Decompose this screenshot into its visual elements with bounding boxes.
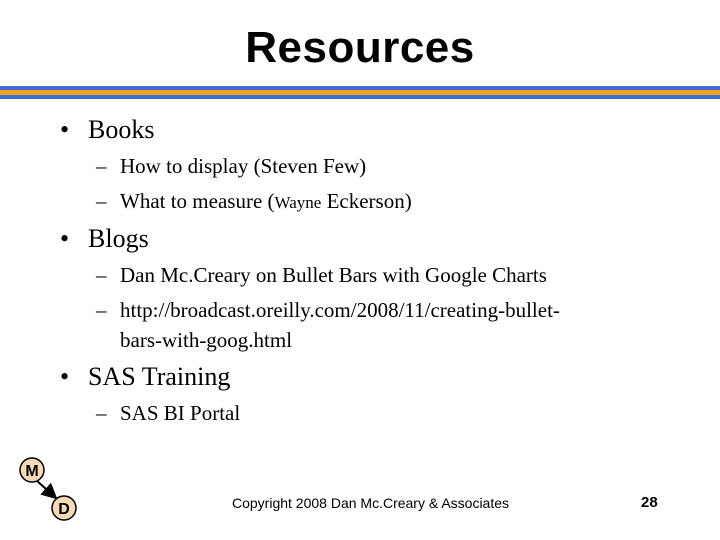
bullet-label: SAS Training	[88, 362, 231, 391]
logo-top-letter: M	[25, 463, 39, 480]
title-rule-blue-bottom	[0, 95, 720, 99]
slide-title: Resources	[245, 23, 475, 72]
bullet-blogs	[60, 224, 149, 254]
subitem-url-line1: http://broadcast.oreilly.com/2008/11/creating-bullet-	[120, 298, 560, 322]
subitem-text-small: Wayne	[274, 193, 322, 212]
logo-arrow	[36, 480, 56, 498]
md-logo-icon	[0, 450, 100, 530]
subitem-url	[96, 297, 560, 323]
page-number: 28	[641, 494, 658, 511]
bullet-dot: •	[60, 115, 70, 144]
subitem-text: Dan Mc.Creary on Bullet Bars with Google Charts	[120, 263, 547, 287]
subitem-dan-mccreary	[96, 262, 547, 288]
subitem-url-continued	[120, 327, 292, 353]
bullet-dot: •	[60, 362, 70, 391]
subitem-text: SAS BI Portal	[120, 401, 241, 425]
subitem-text: How to display (Steven Few)	[120, 154, 367, 178]
dash-marker: –	[96, 263, 107, 287]
bullet-label: Books	[88, 115, 155, 144]
dash-marker: –	[96, 154, 107, 178]
dash-marker: –	[96, 189, 107, 213]
dash-marker: –	[96, 298, 107, 322]
dash-marker: –	[96, 401, 107, 425]
bullet-label: Blogs	[88, 224, 149, 253]
subitem-text-a: What to measure (	[120, 189, 275, 213]
bullet-dot: •	[60, 224, 70, 253]
subitem-what-to-measure	[96, 188, 412, 216]
subitem-text-b: Eckerson)	[321, 189, 412, 213]
subitem-how-to-display	[96, 153, 366, 179]
bullet-books	[60, 115, 154, 145]
subitem-sas-bi-portal	[96, 400, 240, 426]
bullet-sas-training	[60, 362, 230, 392]
logo-bottom-letter: D	[58, 501, 70, 518]
subitem-url-line2: bars-with-goog.html	[120, 328, 293, 352]
footer-copyright: Copyright 2008 Dan Mc.Creary & Associates	[232, 495, 510, 511]
